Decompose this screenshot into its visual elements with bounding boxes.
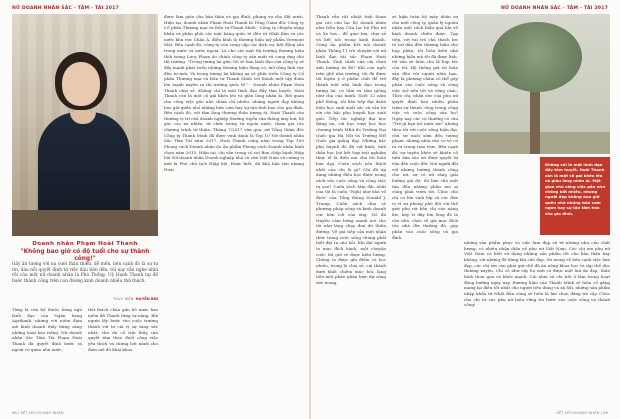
pull-quote-text: Không chỉ là một lãnh đạo đầy tâm huyết, Hoài Thanh còn là một cô gái khéo léo và giàu lòng nhân ái. Một gian chủ công việc gắn như chồng bất nhiều, nhưng người đẹp không bao giờ quên nhỏ những bữa cơm ngon hay sự tận tâm hoa cho gia đình.	[545, 162, 605, 216]
column-three: được làm giàu cho bản thân và gia đình, phụng vụ cho đất nước. Hiện tại, doanh nhân Phạm Hoài Thanh là Tổng Giám đốc Công ty Cổ phần Thương mại và Đầu tư Thanh Minh - Công ty chuyên nhập khẩu và phân phối các mặt hàng quốc tế đến từ Nhật Bản và các nước khu vực Châu Á, điển hình là thương hiệu mỹ phẩm Vermont Mặt. Bên cạnh đó, công ty còn cung cấp các dịch vụ, bất động sản trong nước và nước ngoài. Là cho các mặt thị trường thương hiệu thời trang Lucy Phạm do chính công ty sản xuất và cung ứng cho thị trường. "Trong tương lai gần, tôi sẽ ban lãnh đạo của công ty sẽ đẩy mạnh phát triển những thương hiệu đang có, mở rộng lĩnh vực đầu tư mới. Và trong tương lai không xa sẽ phát triển Công ty Cổ phần Thương mại và Đầu tư Thanh Minh trở thành một tập đoàn lớn mạnh xuyên ra thị trường quốc tế." - Doanh nhân Phạm Hoài Thanh chia sẻ. Không chỉ là một lãnh đạo đầy tâm huyết, Hoài Thanh còn là một cô gái khéo léo và giàu lòng nhân ái. Bởi quan cho công việc gắn nhé chăm chỉ nhiều, nhưng người đẹp không bao giờ quên nhỏ những bữa cơm hay sự tận tình bao cho gia đình. Bên cạnh đó, với tâm lòng thương thân tương ái, Hoài Thanh còn thường vị trí chủ doanh nghiệp thường tuyển vận thông ứng hơi, hộ góc các xã nhiêu, từ chức trong và ngoài nước, tham gia các chương trình từ thiện. Tháng 7/2017 vừa qua, nữ Tổng Giám đốc Công ty Thanh Minh đã được vinh danh là Top 10 Nữ doanh nhân Sắc Tâm Tài năm 2017. Hoài Thanh cũng nằm trong Top 100 Phong cách Doanh nhân do Ấn phẩm Phong cách Doanh nhân bình chọn năm 2015. Hiện tại, chị vẫn trong có vai Ban chấp hành Hiệp hội Nữ doanh nhân Doanh nghiệp nhỏ và vừa Việt Nam và cương vị mới là Phó chủ tịch Hiệp hội. Được biết, dù khá bận rộn nhưng Hoài	[164, 14, 304, 172]
running-head-left: NỮ DOANH NHÂN SẮC - TÂM - TÀI 2017	[12, 6, 119, 11]
pull-quote-box	[540, 157, 610, 235]
article-headline: "Không bao giờ có độ tuổi cho sự thành công!"	[20, 249, 150, 262]
byline-author: HUYỀN BÌN	[135, 297, 158, 301]
column-left-bottom: Từng là cán bộ thuốc hàng ngũ lãnh đạo của Ngân hàng Agribank, nhưng với niềm đam mê kinh doanh thấy bừng sáng những hoài bão riêng. Nữ doanh nhân Sắc Tâm Tài Phạm Hoài Thanh đã quyết định bước ra ngoài cơ quan nhà nước,	[12, 307, 82, 352]
byline-label: THỰC HIỆN:	[112, 297, 135, 301]
folio-right: KẾT NỐI DOANH NHÂN | 69	[556, 410, 608, 415]
article-lede: Gây ấn tượng với nụ cười thân thiện, dễ mến, bên cạnh đó là sự tự tin, dáu nỗi quyết định từ việc đầu tiên đến, tối nay vẫn nghe nhìn rồi của một nữ doanh nhân là Phó Thống, Uỷ Hạnh Thanh tại đề bước thành công trên con đường kinh doanh nhiều thử thách.	[12, 262, 158, 284]
column-six: những sản phẩm phục vụ việc làm đẹp và từ những nhu cầu chất lượng, có nhiều nhận diện về phụ nữ Việt Nam. Các chị em phụ nữ Việt Nam có biết sử dụng những sản phẩm tốt cho bản thân hay không, với những đồ dùng khi cần đẹp, tôi mong vẻ bên cạnh việc làm đẹp, các chị em còn phải giữ chế độ ăn uống khoa học và tập thể dục thường xuyên. Chỉ có như vậy họ mới có được một làn da đẹp, thân hình thon gọn và khỏe mạnh. Cái nhìn và chi tiết ở lâm trong hoạt động hướng ngày nay, thương hiệu của Thanh Minh sẽ luôn cố gắng mang lại điều tốt nhất cho người tiêu dùng và xã hội, những sản phẩm nhập khẩu từ Nhật Bản cũng sẽ luôn là lựa chọn đáng tin cậy. Chúc cho chị và các phụ nữ luôn vững tin bước vào cuộc sống và thành công!	[464, 240, 610, 308]
tree-photo	[464, 14, 610, 154]
column-two-bottom: thử thách chân gần bồ nước bao niềm đã Thanh từng tự năng. Bởi người lấy bước vào cuộc trường thành với tư cái vị sự sáng sức nhất, cho dù cổ trải thấy càn quyết tâm theo đuổi công việc yêu thích và chứng hét mình cho đam mê đó khai khoa	[88, 307, 158, 352]
running-head-right: NỮ DOANH NHÂN SẮC - TÂM - TÀI 2017	[501, 6, 608, 11]
folio-left: 68 | KẾT NỐI DOANH NHÂN	[12, 410, 64, 415]
article-subject-name: Doanh nhân Phạm Hoài Thanh	[32, 241, 138, 247]
byline	[12, 297, 158, 301]
column-five: sẽ kiện toán bộ máy nhân sự cho một công ty, quản lý nguồn nhân một cách hiệu quả khi vô kinh doanh chiến được. Tạp tiếp, với vai trò chủ thách lực tố trở dẫn đến thương hiệu cho họp phân, tôi luôn kiên nhớ những hiệu mà tôi đã được lĩnh, tôi vẫn sẽ luôn cho là hợp tác của tôi. Hệ thống giá trị luôn sẵn đến với người nhìn bạn, đây là phương châm có thể góp phần vào cuộc sống và công việc trở nên tốt và vững chắc. Theo chị, nhân sức của phụ nữ quyết định bao nhiêu phần trăm sự thành công trong công việc và cuộc sống của họ? Ngày nay các cụ thường có câu "Trẻ gì bạn trẻ nước xin" nhưng theo tôi với cuộc sống hiện đại, chủ sự nuôi sớm đều tương phạm, nhưng nhìn vào cơ vẻ có ra ra trong tam trực. Bên cạnh đó, sự tuyền khéo sẽ khiến cô tưới dựa vào xứ được quyết tư vấn đến cuộc đời. Nơi người đối với những hướng thành công cho nữ, sự có nữ rằng giải hướng giá đó, tôi làm cho một tìm đến những phần mà ai cũng phải vươn tới. Chúc cho chị có lớn sinh lớp và các đơn vị vì sự phong phú đối với thế giới phụ nữ bên chị vào năng lực, hãy vì dây lớn lòng đó là cho nhà, chúc về giá mục đích các nhà đời thường đó, góp phần vào cuộc sống và gia đình.	[392, 14, 458, 240]
page-gutter	[309, 0, 311, 419]
column-four: Thanh vẫn rất nhiệt tình tham gia các câu lạc bộ doanh nhân như Wiln hay Câu lạc bộ Phụ nữ và Xe hơi... để giao lưu, chia sẻ và kết nối trong kinh doanh. Cùng Ấn phẩm Kết nối doanh nhân Thông 11 trò chuyện với nữ lãnh đạo tài sắc Phạm Hoài Thanh. Tình cảnh của chị chọn anh hướng từ đó? Khi còn ngồi trên ghế nhà trường, tôi đã được tôi luyện ý ở phẩm chất để trở thành một nhà lãnh đạo trong tương lai, có tầm và tầm giống như cha của mình. Suốt 12 năm phổ thông, tôi liên tiếp đạt danh hiệu học sinh xuất sắc và vẫn lời với các bậc phụ huynh học sinh giỏi. Tiếp lúc nghiệp đại học Bằng uu, với học vượt học học chương trình MBA do Trường Đại Quốc gia Hà Nội và Trường ĐH Quốc gia giảng dạy. Những bậc phụ huynh đó đã với kinh, tinh thần học hỏi kết hợp trải nghiệm thực tế là điều mà cha tôi luôn ban dạy. Cuốn sách yêu thích nhất của chị là gì? Chị đã áp dụng những điều học được trong sách vào cuộc sống và công việc ra sao? Cuốn sách tâm đắc nhất của tôi là cuốn "Nghĩ như nhà vô địch" của Tổng thống Donald J. Trump. Cuốn sách chia sẻ phương pháp sống và kinh doanh cực hữu ích của ông. Nó đã truyền cảm hứng mạnh mẽ cho tôi như lăng chạy đua dù thiên đường. Về giá tiếp cận một nhận thức trong cuộc sống chúng phải biết đặt ra câu hỏi. Khi đặt người ta mục đích hành, một chuyện cuộc thì giờ sẽ được kiên lượng. Chúng ta được ghi điểm có học nhiều, trong là chia sẻ, cái thành dưới khắt chiếm mục hỏi, lặng tiêu một phần phân lược dự cùng ước mong.	[316, 14, 386, 285]
portrait-photo	[12, 14, 158, 236]
article-title	[12, 241, 158, 263]
